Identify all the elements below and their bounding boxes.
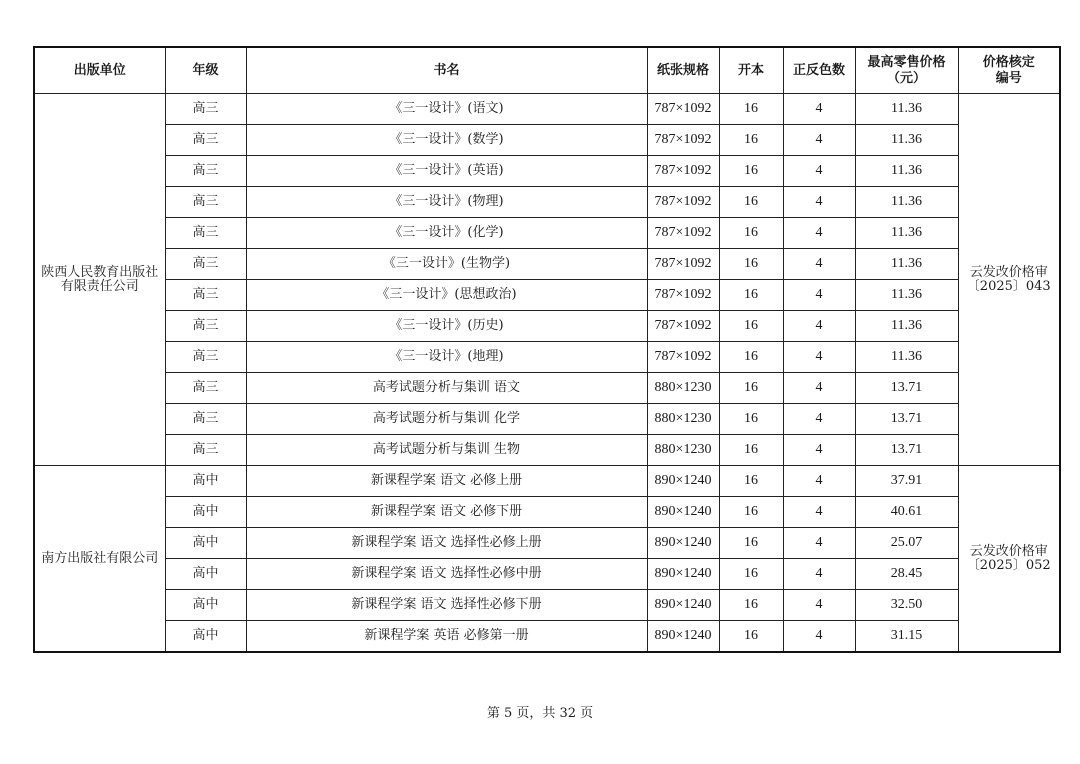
table-row: [34, 94, 1060, 125]
table-row: [34, 125, 1060, 156]
paper-cell: 890×1240: [647, 466, 719, 497]
table-row: [34, 404, 1060, 435]
price-table: [33, 46, 1061, 653]
grade-cell: 高三: [165, 94, 246, 125]
table-row: [34, 435, 1060, 466]
approval-cell: [958, 466, 1060, 653]
colors-cell: 4: [783, 497, 855, 528]
format-cell: 16: [719, 342, 783, 373]
price-cell: 11.36: [855, 187, 958, 218]
table-row: [34, 528, 1060, 559]
approval-cell: [958, 94, 1060, 466]
table-row: [34, 373, 1060, 404]
colors-cell: 4: [783, 373, 855, 404]
paper-cell: 787×1092: [647, 156, 719, 187]
format-cell: 16: [719, 218, 783, 249]
title-cell: 高考试题分析与集训 化学: [246, 404, 647, 435]
col-header-approval: 价格核定 编号: [958, 47, 1060, 94]
format-cell: 16: [719, 435, 783, 466]
table-row: [34, 156, 1060, 187]
paper-cell: 787×1092: [647, 125, 719, 156]
price-cell: 13.71: [855, 435, 958, 466]
paper-cell: 890×1240: [647, 528, 719, 559]
price-cell: 13.71: [855, 404, 958, 435]
format-cell: 16: [719, 156, 783, 187]
price-cell: 11.36: [855, 342, 958, 373]
colors-cell: 4: [783, 342, 855, 373]
table-body: [34, 94, 1060, 653]
grade-cell: 高中: [165, 466, 246, 497]
publisher-cell: 南方出版社有限公司: [34, 466, 165, 653]
grade-cell: 高中: [165, 497, 246, 528]
colors-cell: 4: [783, 187, 855, 218]
grade-cell: 高三: [165, 249, 246, 280]
paper-cell: 787×1092: [647, 280, 719, 311]
colors-cell: 4: [783, 528, 855, 559]
title-cell: 新课程学案 语文 必修下册: [246, 497, 647, 528]
colors-cell: 4: [783, 249, 855, 280]
approval-line: 云发改价格审: [969, 543, 1048, 559]
paper-cell: 787×1092: [647, 342, 719, 373]
paper-cell: 787×1092: [647, 218, 719, 249]
grade-cell: 高中: [165, 621, 246, 653]
colors-cell: 4: [783, 280, 855, 311]
paper-cell: 890×1240: [647, 621, 719, 653]
grade-cell: 高三: [165, 342, 246, 373]
table-row: [34, 621, 1060, 653]
colors-cell: 4: [783, 218, 855, 249]
price-cell: 31.15: [855, 621, 958, 653]
paper-cell: 787×1092: [647, 94, 719, 125]
colors-cell: 4: [783, 466, 855, 497]
format-cell: 16: [719, 590, 783, 621]
grade-cell: 高三: [165, 435, 246, 466]
title-cell: 《三一设计》(生物学): [246, 249, 647, 280]
format-cell: 16: [719, 497, 783, 528]
table-row: [34, 280, 1060, 311]
price-cell: 13.71: [855, 373, 958, 404]
title-cell: 新课程学案 英语 必修第一册: [246, 621, 647, 653]
format-cell: 16: [719, 559, 783, 590]
page-footer: 第 5 页，共 32 页: [486, 706, 594, 721]
paper-cell: 880×1230: [647, 404, 719, 435]
format-cell: 16: [719, 311, 783, 342]
colors-cell: 4: [783, 590, 855, 621]
grade-cell: 高三: [165, 156, 246, 187]
format-cell: 16: [719, 125, 783, 156]
grade-cell: 高中: [165, 590, 246, 621]
format-cell: 16: [719, 280, 783, 311]
format-cell: 16: [719, 249, 783, 280]
title-cell: 新课程学案 语文 选择性必修上册: [246, 528, 647, 559]
col-header-title: 书名: [246, 47, 647, 94]
table-row: [34, 590, 1060, 621]
title-cell: 《三一设计》(地理): [246, 342, 647, 373]
title-cell: 高考试题分析与集训 语文: [246, 373, 647, 404]
format-cell: 16: [719, 528, 783, 559]
title-cell: 高考试题分析与集训 生物: [246, 435, 647, 466]
format-cell: 16: [719, 466, 783, 497]
colors-cell: 4: [783, 125, 855, 156]
approval-line: 云发改价格审: [969, 264, 1048, 280]
title-cell: 《三一设计》(历史): [246, 311, 647, 342]
format-cell: 16: [719, 373, 783, 404]
price-cell: 11.36: [855, 218, 958, 249]
paper-cell: 890×1240: [647, 590, 719, 621]
colors-cell: 4: [783, 435, 855, 466]
col-header-price: 最高零售价格 （元）: [855, 47, 958, 94]
paper-cell: 787×1092: [647, 187, 719, 218]
approval-line: 〔2025〕052: [966, 557, 1051, 573]
grade-cell: 高三: [165, 311, 246, 342]
colors-cell: 4: [783, 311, 855, 342]
title-cell: 《三一设计》(数学): [246, 125, 647, 156]
table-row: [34, 218, 1060, 249]
colors-cell: 4: [783, 621, 855, 653]
price-cell: 25.07: [855, 528, 958, 559]
title-cell: 新课程学案 语文 必修上册: [246, 466, 647, 497]
paper-cell: 880×1230: [647, 435, 719, 466]
table-row: [34, 559, 1060, 590]
format-cell: 16: [719, 404, 783, 435]
col-header-publisher: 出版单位: [34, 47, 165, 94]
format-cell: 16: [719, 94, 783, 125]
col-header-format: 开本: [719, 47, 783, 94]
colors-cell: 4: [783, 404, 855, 435]
grade-cell: 高中: [165, 528, 246, 559]
col-header-paper: 纸张规格: [647, 47, 719, 94]
title-cell: 《三一设计》(思想政治): [246, 280, 647, 311]
title-cell: 新课程学案 语文 选择性必修中册: [246, 559, 647, 590]
price-cell: 40.61: [855, 497, 958, 528]
col-header-grade: 年级: [165, 47, 246, 94]
grade-cell: 高中: [165, 559, 246, 590]
price-cell: 11.36: [855, 156, 958, 187]
paper-cell: 787×1092: [647, 311, 719, 342]
grade-cell: 高三: [165, 404, 246, 435]
price-cell: 37.91: [855, 466, 958, 497]
grade-cell: 高三: [165, 125, 246, 156]
table-row: [34, 497, 1060, 528]
table-row: [34, 311, 1060, 342]
title-cell: 新课程学案 语文 选择性必修下册: [246, 590, 647, 621]
colors-cell: 4: [783, 559, 855, 590]
title-cell: 《三一设计》(化学): [246, 218, 647, 249]
table-row: [34, 342, 1060, 373]
table-header-row: [34, 47, 1060, 94]
col-header-colors: 正反色数: [783, 47, 855, 94]
table-row: [34, 249, 1060, 280]
price-cell: 11.36: [855, 311, 958, 342]
table-row: [34, 187, 1060, 218]
publisher-cell: 陕西人民教育出版社有限责任公司: [34, 94, 165, 466]
paper-cell: 890×1240: [647, 559, 719, 590]
grade-cell: 高三: [165, 280, 246, 311]
title-cell: 《三一设计》(英语): [246, 156, 647, 187]
paper-cell: 880×1230: [647, 373, 719, 404]
price-cell: 32.50: [855, 590, 958, 621]
approval-line: 〔2025〕043: [966, 278, 1051, 294]
colors-cell: 4: [783, 94, 855, 125]
format-cell: 16: [719, 187, 783, 218]
price-cell: 28.45: [855, 559, 958, 590]
price-cell: 11.36: [855, 125, 958, 156]
grade-cell: 高三: [165, 373, 246, 404]
price-cell: 11.36: [855, 280, 958, 311]
colors-cell: 4: [783, 156, 855, 187]
price-cell: 11.36: [855, 94, 958, 125]
table-row: [34, 466, 1060, 497]
title-cell: 《三一设计》(语文): [246, 94, 647, 125]
grade-cell: 高三: [165, 187, 246, 218]
paper-cell: 890×1240: [647, 497, 719, 528]
title-cell: 《三一设计》(物理): [246, 187, 647, 218]
grade-cell: 高三: [165, 218, 246, 249]
price-cell: 11.36: [855, 249, 958, 280]
paper-cell: 787×1092: [647, 249, 719, 280]
format-cell: 16: [719, 621, 783, 653]
